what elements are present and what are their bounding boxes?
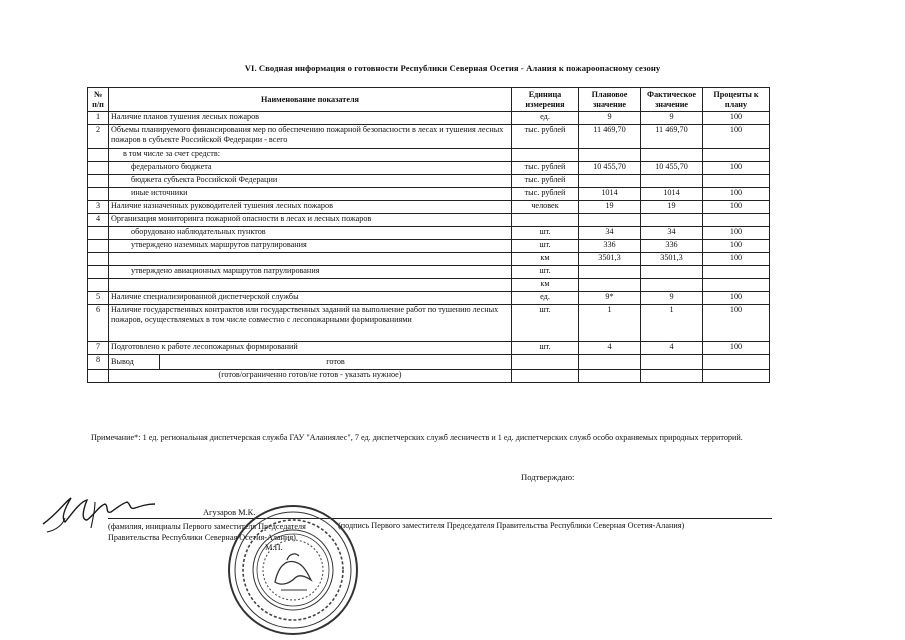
- output-value: готов: [326, 357, 345, 366]
- confirm-label: Подтверждаю:: [521, 472, 575, 482]
- signatory-caption-left: (фамилия, инициалы Первого заместителя Председателя Правительства Республики Северная Осетия-Алания): [108, 522, 306, 542]
- cell-num: [88, 279, 109, 292]
- cell-percent: 100: [703, 240, 770, 253]
- cell-plan: [579, 266, 641, 279]
- cell-num: 5: [88, 292, 109, 305]
- official-seal: [225, 502, 361, 638]
- readiness-table: [87, 87, 770, 383]
- cell-percent: [703, 266, 770, 279]
- cell-percent: 100: [703, 253, 770, 266]
- cell-percent: 100: [703, 342, 770, 355]
- cell-unit: шт.: [512, 240, 579, 253]
- cell-plan: 336: [579, 240, 641, 253]
- table-row: [88, 240, 770, 253]
- cell-plan: 4: [579, 342, 641, 355]
- cell-fact: 9: [641, 112, 703, 125]
- cell-percent: [703, 214, 770, 227]
- cell-unit: км: [512, 253, 579, 266]
- cell-name: в том числе за счет средств:: [109, 149, 512, 162]
- header-percent: Проценты к плану: [703, 88, 770, 112]
- table-row: [88, 175, 770, 188]
- table-row: [88, 227, 770, 240]
- cell-unit: тыс. рублей: [512, 162, 579, 175]
- cell-percent: 100: [703, 125, 770, 149]
- cell-unit: шт.: [512, 305, 579, 342]
- cell-unit: тыс. рублей: [512, 175, 579, 188]
- document-title: VI. Сводная информация о готовности Республики Северная Осетия - Алания к пожароопасному сезону: [244, 63, 661, 73]
- header-num: № п/п: [88, 88, 109, 112]
- cell-num: 4: [88, 214, 109, 227]
- cell-name: Наличие назначенных руководителей тушения лесных пожаров: [109, 201, 512, 214]
- cell-num: [88, 240, 109, 253]
- cell-plan: 11 469,70: [579, 125, 641, 149]
- cell-name: Организация мониторинга пожарной опасности в лесах и лесных пожаров: [109, 214, 512, 227]
- table-row: [88, 266, 770, 279]
- table-row: [88, 125, 770, 149]
- cell-percent: 100: [703, 292, 770, 305]
- cell-fact: 11 469,70: [641, 125, 703, 149]
- cell-name: утверждено наземных маршрутов патрулирования: [109, 240, 512, 253]
- cell-plan: 1014: [579, 188, 641, 201]
- cell-fact: 336: [641, 240, 703, 253]
- table-row: [88, 292, 770, 305]
- header-fact: Фактическое значение: [641, 88, 703, 112]
- signature-line: [108, 518, 772, 519]
- output-num: 8: [88, 355, 109, 370]
- cell-fact: 1014: [641, 188, 703, 201]
- cell-unit: [512, 214, 579, 227]
- signatory-name: Агузаров М.К.: [203, 508, 256, 517]
- table-row: [88, 214, 770, 227]
- cell-fact: 3501,3: [641, 253, 703, 266]
- cell-num: 7: [88, 342, 109, 355]
- cell-name: утверждено авиационных маршрутов патрулирования: [109, 266, 512, 279]
- cell-unit: [512, 149, 579, 162]
- cell-num: 2: [88, 125, 109, 149]
- cell-unit: человек: [512, 201, 579, 214]
- signatory-caption-right: (подпись Первого заместителя Председателя Правительства Республики Северная Осетия-Алания): [338, 521, 685, 530]
- cell-percent: 100: [703, 162, 770, 175]
- table-row: [88, 162, 770, 175]
- cell-num: [88, 188, 109, 201]
- cell-name: Наличие государственных контрактов или государственных заданий на выполнение работ по тушению лесных пожаров, осуществляемых в том числе совместно с лесопожарными формированиями: [109, 305, 512, 342]
- cell-name: Наличие специализированной диспетчерской службы: [109, 292, 512, 305]
- cell-fact: 34: [641, 227, 703, 240]
- cell-fact: [641, 214, 703, 227]
- cell-plan: [579, 175, 641, 188]
- table-row: [88, 305, 770, 342]
- cell-percent: 100: [703, 305, 770, 342]
- cell-fact: 10 455,70: [641, 162, 703, 175]
- footnote: Примечание*: 1 ед. региональная диспетчерская служба ГАУ "Аланиялес", 7 ед. диспетчерских служб лесничеств и 1 ед. диспетчерских служб особо охраняемых природных территорий.: [91, 433, 743, 442]
- cell-fact: [641, 266, 703, 279]
- header-unit: Единица измерения: [512, 88, 579, 112]
- cell-percent: 100: [703, 227, 770, 240]
- cell-name: Объемы планируемого финансирования мер по обеспечению пожарной безопасности в лесах и тушения лесных пожаров в субъекте Российской Федерации - всего: [109, 125, 512, 149]
- cell-plan: [579, 214, 641, 227]
- cell-plan: [579, 149, 641, 162]
- cell-name: бюджета субъекта Российской Федерации: [109, 175, 512, 188]
- cell-num: 3: [88, 201, 109, 214]
- table-row: [88, 253, 770, 266]
- cell-name: иные источники: [109, 188, 512, 201]
- cell-unit: км: [512, 279, 579, 292]
- cell-percent: 100: [703, 188, 770, 201]
- cell-num: [88, 162, 109, 175]
- cell-num: [88, 227, 109, 240]
- cell-plan: 9*: [579, 292, 641, 305]
- table-row: [88, 279, 770, 292]
- cell-plan: 1: [579, 305, 641, 342]
- cell-plan: 10 455,70: [579, 162, 641, 175]
- cell-unit: тыс. рублей: [512, 125, 579, 149]
- cell-unit: шт.: [512, 342, 579, 355]
- cell-num: [88, 253, 109, 266]
- cell-percent: 100: [703, 112, 770, 125]
- cell-fact: 1: [641, 305, 703, 342]
- cell-unit: ед.: [512, 112, 579, 125]
- cell-plan: 19: [579, 201, 641, 214]
- cell-plan: 9: [579, 112, 641, 125]
- cell-fact: 19: [641, 201, 703, 214]
- cell-name: [109, 279, 512, 292]
- cell-fact: [641, 279, 703, 292]
- cell-num: 1: [88, 112, 109, 125]
- output-hint: (готов/ограниченно готов/не готов - указать нужное): [109, 370, 512, 383]
- table-row: [88, 201, 770, 214]
- cell-num: 6: [88, 305, 109, 342]
- stamp-place-label: М.П.: [265, 543, 283, 552]
- cell-unit: шт.: [512, 227, 579, 240]
- cell-percent: 100: [703, 201, 770, 214]
- cell-fact: [641, 175, 703, 188]
- table-row: [88, 342, 770, 355]
- cell-num: [88, 175, 109, 188]
- cell-name: [109, 253, 512, 266]
- cell-fact: [641, 149, 703, 162]
- table-row: [88, 149, 770, 162]
- cell-plan: 34: [579, 227, 641, 240]
- output-label: Вывод: [109, 355, 160, 369]
- cell-fact: 9: [641, 292, 703, 305]
- cell-plan: 3501,3: [579, 253, 641, 266]
- cell-fact: 4: [641, 342, 703, 355]
- cell-name: оборудовано наблюдательных пунктов: [109, 227, 512, 240]
- header-name: Наименование показателя: [109, 88, 512, 112]
- cell-name: федерального бюджета: [109, 162, 512, 175]
- cell-name: Наличие планов тушения лесных пожаров: [109, 112, 512, 125]
- cell-percent: [703, 279, 770, 292]
- table-row: [88, 112, 770, 125]
- table-row: [88, 188, 770, 201]
- cell-percent: [703, 149, 770, 162]
- cell-num: [88, 149, 109, 162]
- cell-num: [88, 266, 109, 279]
- cell-unit: ед.: [512, 292, 579, 305]
- header-plan: Плановое значение: [579, 88, 641, 112]
- cell-unit: тыс. рублей: [512, 188, 579, 201]
- cell-unit: шт.: [512, 266, 579, 279]
- cell-plan: [579, 279, 641, 292]
- cell-name: Подготовлено к работе лесопожарных формирований: [109, 342, 512, 355]
- cell-percent: [703, 175, 770, 188]
